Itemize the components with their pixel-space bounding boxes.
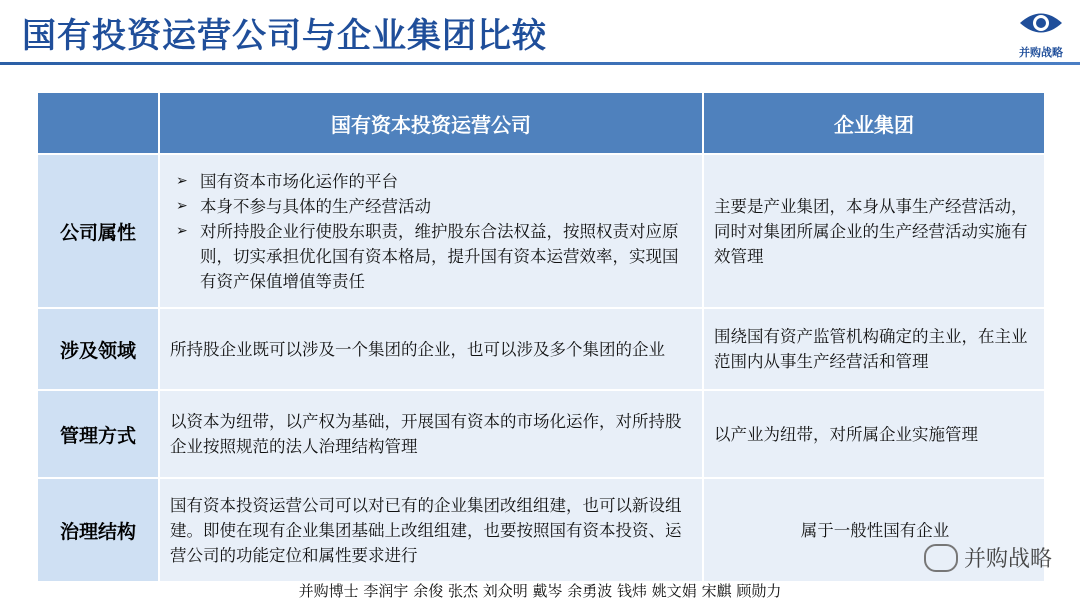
credits-line: 并购博士 李润宇 余俊 张杰 刘众明 戴岑 余勇波 钱炜 姚文娟 宋麒 顾勋力: [298, 582, 782, 600]
watermark-text: 并购战略: [963, 547, 1052, 572]
table-cell: 主要是产业集团，本身从事生产经营活动，同时对集团所属企业的生产经营活动实施有效管理: [703, 154, 1045, 308]
table-header-state-capital: 国有资本投资运营公司: [159, 92, 703, 154]
arrow-bullet-icon: ➢: [176, 172, 188, 189]
arrow-bullet-icon: ➢: [176, 222, 188, 239]
list-item: ➢ 对所持股企业行使股东职责，维护股东合法权益，按照权责对应原则，切实承担优化国有资本格局，提升国有资本运营效率，实现国有资产保值增值等责任: [176, 219, 694, 294]
table-header-corner: [37, 92, 159, 154]
table-row: [37, 390, 1045, 478]
table-cell: 所持股企业既可以涉及一个集团的企业，也可以涉及多个集团的企业: [159, 308, 703, 390]
row-label: 管理方式: [37, 390, 159, 478]
title-bar: [0, 0, 1080, 64]
row-label: 涉及领域: [37, 308, 159, 390]
table-cell: 以产业为纽带，对所属企业实施管理: [703, 390, 1045, 478]
table-cell: 国有资本投资运营公司可以对已有的企业集团改组组建，也可以新设组建。即使在现有企业集团基础上改组组建，也要按照国有资本投资、运营公司的功能定位和属性要求进行: [159, 478, 703, 582]
watermark: [924, 542, 1052, 573]
table-row: [37, 478, 1045, 582]
bullet-list: [160, 169, 702, 294]
table-cell: 围绕国有资产监管机构确定的主业，在主业范围内从事生产经营活和管理: [703, 308, 1045, 390]
table-row: [37, 154, 1045, 308]
table-cell: 属于一般性国有企业: [703, 478, 1045, 582]
page-title: 国有投资运营公司与企业集团比较: [22, 16, 547, 56]
list-item: ➢ 国有资本市场化运作的平台: [176, 169, 694, 194]
wechat-icon: [924, 544, 958, 572]
table-cell: 以资本为纽带，以产权为基础，开展国有资本的市场化运作，对所持股企业按照规范的法人治理结构管理: [159, 390, 703, 478]
logo-text: 并购战略: [1019, 46, 1063, 59]
table-cell: [159, 154, 703, 308]
list-item: ➢ 本身不参与具体的生产经营活动: [176, 194, 694, 219]
table-header-enterprise-group: 企业集团: [703, 92, 1045, 154]
table-row: [37, 308, 1045, 390]
table-header-row: [37, 92, 1045, 154]
arrow-bullet-icon: ➢: [176, 197, 188, 214]
brand-logo: [1014, 8, 1068, 58]
row-label: 治理结构: [37, 478, 159, 582]
eye-icon: [1018, 8, 1064, 38]
comparison-table: [36, 91, 1046, 583]
row-label: 公司属性: [37, 154, 159, 308]
title-rule: [0, 62, 1080, 65]
